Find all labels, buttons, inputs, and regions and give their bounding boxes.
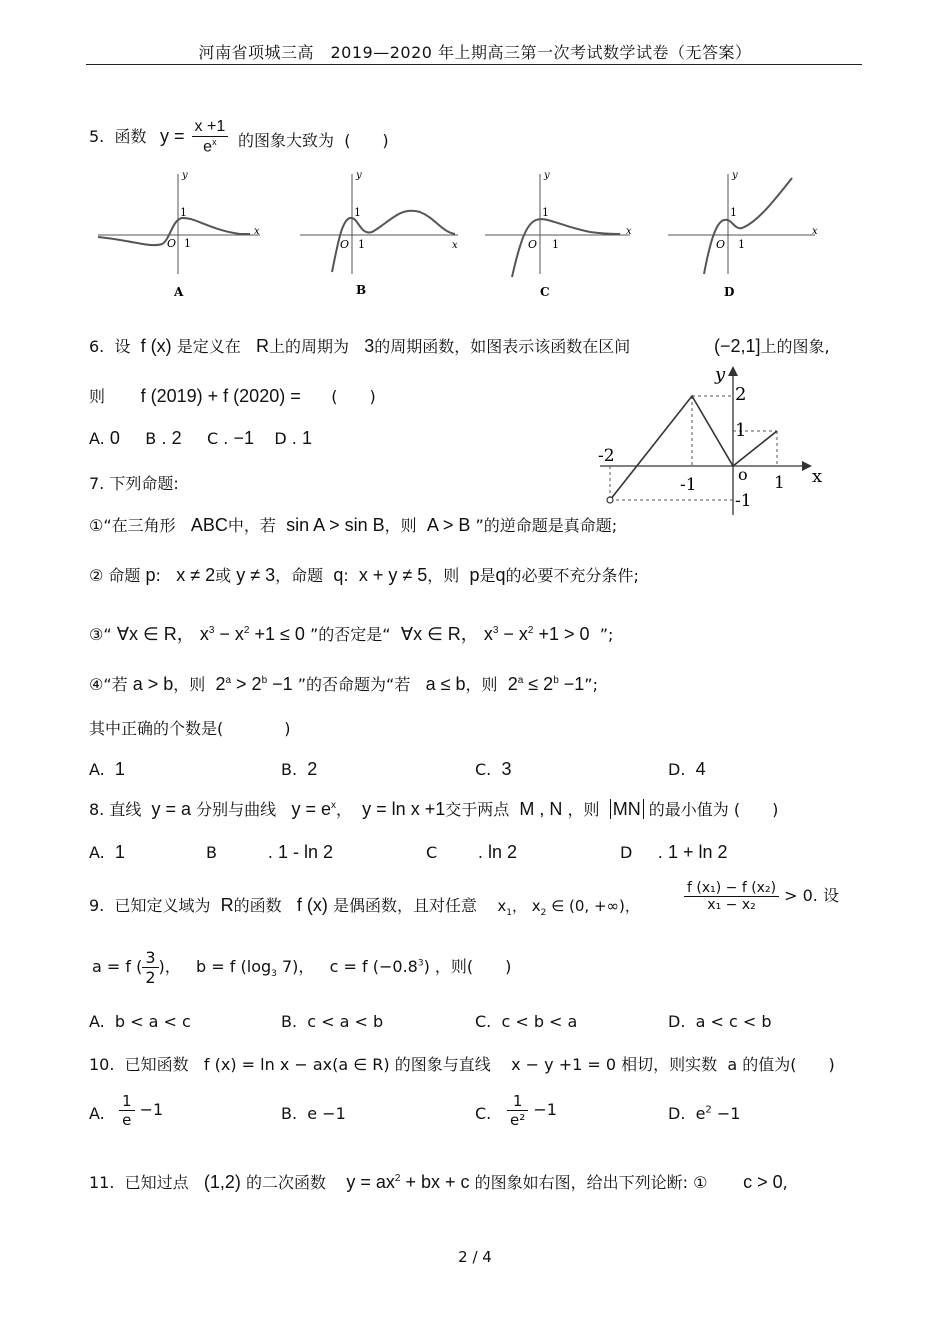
q6-graph-x-neg2: -2: [598, 446, 615, 466]
q6-option-c-value: −1: [233, 428, 254, 448]
q7-proposition-4: ④“若 a > b，则 $2^a > 2^b -1$ ”的否命题为“若 a ≤ b，则 $2^a \le 2^b -1$”;: [89, 674, 598, 694]
q6-expression: f (2019) + f (2020) =: [140, 386, 301, 406]
graph-c-x-label: x: [626, 226, 632, 237]
q6-graph-y-neg1: -1: [735, 491, 752, 511]
q10-number: 10.: [89, 1055, 115, 1074]
q6-graph-origin: o: [738, 465, 748, 484]
q6-interval: (−2,1]: [714, 336, 761, 356]
q9-option-c: C. c < b < a: [475, 1012, 578, 1031]
graph-a-label: A: [174, 285, 184, 299]
q10-option-b: B. e −1: [281, 1104, 346, 1123]
q8-option-c: C . ln 2: [426, 842, 518, 862]
question-7: [89, 471, 179, 494]
q9-a-fraction: $\frac{3}{2}$: [142, 948, 158, 987]
q9-fraction: [684, 880, 779, 913]
q5-y-eq: y =: [160, 125, 185, 146]
q6-graph-x-1: 1: [774, 473, 785, 493]
q6-number: 6.: [89, 337, 105, 356]
graph-b-x-label: x: [452, 240, 458, 251]
q5-tail: [238, 128, 389, 151]
q8-abs-mn: MN: [610, 799, 644, 819]
q5-graphs: [90, 162, 840, 307]
q6-graph: [590, 360, 830, 520]
graph-d-origin: O: [716, 238, 726, 251]
graph-d-x-label: x: [812, 226, 818, 237]
q7-proposition-3: ③“ ∀x ∈ R， $x^3 - x^2 +1 \le 0$ ”的否定是“ ∀x ∈ R， $x^3 - x^2 +1 > 0$ ”;: [89, 624, 614, 644]
page-number: 2 / 4: [458, 1248, 492, 1266]
q6-option-a-value: 0: [109, 428, 120, 448]
q8-option-a: A. 1: [89, 842, 125, 862]
q7-title: 下列命题:: [109, 474, 179, 493]
graph-b-label: B: [356, 283, 367, 297]
graph-a-origin: O: [167, 237, 177, 250]
q8-answer-paren: ( ): [733, 800, 779, 819]
q7-number: 7.: [89, 474, 105, 493]
question-6: 6. 设 f (x) 是定义在 R上的周期为 3的周期函数，如图表示该函数在区间: [89, 336, 631, 356]
q9-number: 9.: [89, 896, 105, 915]
q6-options: A. 0 B . 2 C . −1 D . 1: [89, 428, 312, 448]
q10-option-c: C.: [475, 1104, 492, 1123]
q6-graph-y-2: 2: [735, 384, 747, 405]
q6-fx: f (x): [140, 336, 172, 356]
q6-option-b-value: 2: [171, 428, 182, 448]
q10-line: x − y +1 = 0: [511, 1055, 617, 1074]
q7-ask: 其中正确的个数是( ): [89, 719, 291, 738]
q8-option-d: D . 1 + ln 2: [620, 842, 728, 862]
graph-a-y-label: y: [182, 170, 188, 181]
q5-answer-paren: ( ): [344, 131, 389, 150]
q6-answer-paren: ( ): [331, 387, 376, 406]
q6-option-d-value: 1: [301, 428, 312, 448]
q6-line2: 则 f (2019) + f (2020) = ( ): [89, 386, 376, 406]
q8-number: 8.: [89, 800, 105, 819]
q9-fraction-expr: $\frac{\text{f (x₁) − f (x₂)}}{\text{x₁ − x₂}}$ > 0. 设: [684, 880, 839, 913]
q6-period: 3: [364, 336, 375, 356]
question-11: 11. 已知过点 (1,2) 的二次函数 $y = ax^2$ + bx + c 的图象如右图，给出下列论断: ① c > 0,: [89, 1172, 788, 1192]
q6-graph-x-neg1: -1: [680, 475, 697, 495]
q9-fraction-numerator: f (x₁) − f (x₂): [687, 880, 777, 896]
q5-formula: [160, 118, 228, 156]
q5-fraction: [192, 118, 229, 156]
q9-fraction-denominator: x₁ − x₂: [684, 896, 779, 913]
q10-option-d: D. $e^2 -1$: [668, 1104, 741, 1123]
q7-proposition-2: ② 命题 p: x ≠ 2或 y ≠ 3，命题 q: x + y ≠ 5，则 p是q的必要不充分条件;: [89, 565, 639, 585]
header-rule: [86, 64, 862, 65]
q5-tail-text: 的图象大致为: [238, 131, 335, 150]
q6-option-d-key: D: [274, 429, 287, 448]
q7-option-d: D. 4: [668, 759, 706, 779]
graph-a: [98, 170, 260, 299]
graph-c-y-label: y: [544, 170, 550, 181]
question-8: 8. 直线 y = a 分别与曲线 $y = e^x$， y = ln x +1交于两点 M , N ，则 MN 的最小值为 ( ): [89, 799, 779, 819]
q10-function: f (x) = ln x − ax(a ∈ R): [203, 1055, 390, 1074]
q10-option-a-value: $\frac{1}{e}$ −1: [119, 1092, 163, 1129]
graph-d-y-label: y: [732, 170, 738, 181]
q5-numerator: x +1: [194, 118, 226, 135]
q6-R: R: [256, 336, 269, 356]
q6-option-c-key: C: [207, 429, 219, 448]
graph-c-y-tick-1: 1: [542, 206, 549, 219]
q10-option-a: A.: [89, 1104, 105, 1123]
graph-c-label: C: [540, 285, 550, 299]
graph-c: [485, 170, 632, 299]
graph-b-y-tick-1: 1: [354, 206, 361, 219]
q6-graph-y-label: y: [715, 364, 726, 385]
question-9: 9. 已知定义域为 R的函数 f (x) 是偶函数，且对任意 $x_1$， $x_2$ ∈ (0, +∞)，: [89, 895, 640, 918]
q7-option-a: A. 1: [89, 759, 125, 779]
graph-c-tick-1: 1: [552, 238, 559, 251]
q6-graph-x-label: x: [812, 466, 823, 487]
q11-number: 11.: [89, 1173, 115, 1192]
question-10: 10. 已知函数 f (x) = ln x − ax(a ∈ R) 的图象与直线 x − y +1 = 0 相切，则实数 a 的值为( ): [89, 1055, 835, 1074]
q7-proposition-1: ①“在三角形 ABC中，若 sin A > sin B，则 A > B ”的逆命题是真命题;: [89, 515, 618, 535]
graph-d-label: D: [724, 285, 735, 299]
q7-option-c: C. 3: [475, 759, 512, 779]
q9-definitions: a = f ( $\frac{3}{2}$ )， b = f ($\log_3$ 7)， c = f $(-0.8^3)$ ，则( ): [92, 948, 512, 987]
q8-option-b: B . 1 - ln 2: [206, 842, 334, 862]
q6-option-a-key: A.: [89, 429, 105, 448]
q7-option-b: B. 2: [281, 759, 318, 779]
graph-b-y-label: y: [356, 170, 362, 181]
graph-d-y-tick-1: 1: [730, 206, 737, 219]
q5-number: 5.: [89, 127, 105, 146]
graph-a-y-tick-1: 1: [180, 206, 187, 219]
q5-label: 函数: [114, 127, 147, 146]
graph-a-tick-1: 1: [184, 237, 191, 250]
q9-option-d: D. a < c < b: [668, 1012, 772, 1031]
graph-b-tick-1: 1: [358, 238, 365, 251]
graph-d: [668, 170, 818, 299]
q5-denominator: $e^x$: [192, 136, 229, 156]
q6-graph-y-1: 1: [735, 420, 747, 441]
q9-option-a: A. b < a < c: [89, 1012, 191, 1031]
q6-option-b-key: B: [145, 429, 157, 448]
graph-b: [300, 170, 458, 297]
graph-b-origin: O: [340, 238, 350, 251]
graph-c-origin: O: [528, 238, 538, 251]
q9-domain: ∈ (0, +∞): [551, 897, 625, 915]
graph-d-tick-1: 1: [738, 238, 745, 251]
q10-options: [89, 1092, 849, 1142]
graph-a-x-label: x: [254, 226, 260, 237]
q9-option-b: B. c < a < b: [281, 1012, 384, 1031]
question-5: [89, 124, 146, 147]
q10-option-c-value: $\frac{1}{\text{e²}}$ −1: [507, 1092, 557, 1129]
page-header: 河南省项城三高 2019—2020 年上期高三第一次考试数学试卷（无答案）: [198, 43, 752, 62]
q6-interval-line: (−2,1]上的图象,: [714, 336, 830, 356]
